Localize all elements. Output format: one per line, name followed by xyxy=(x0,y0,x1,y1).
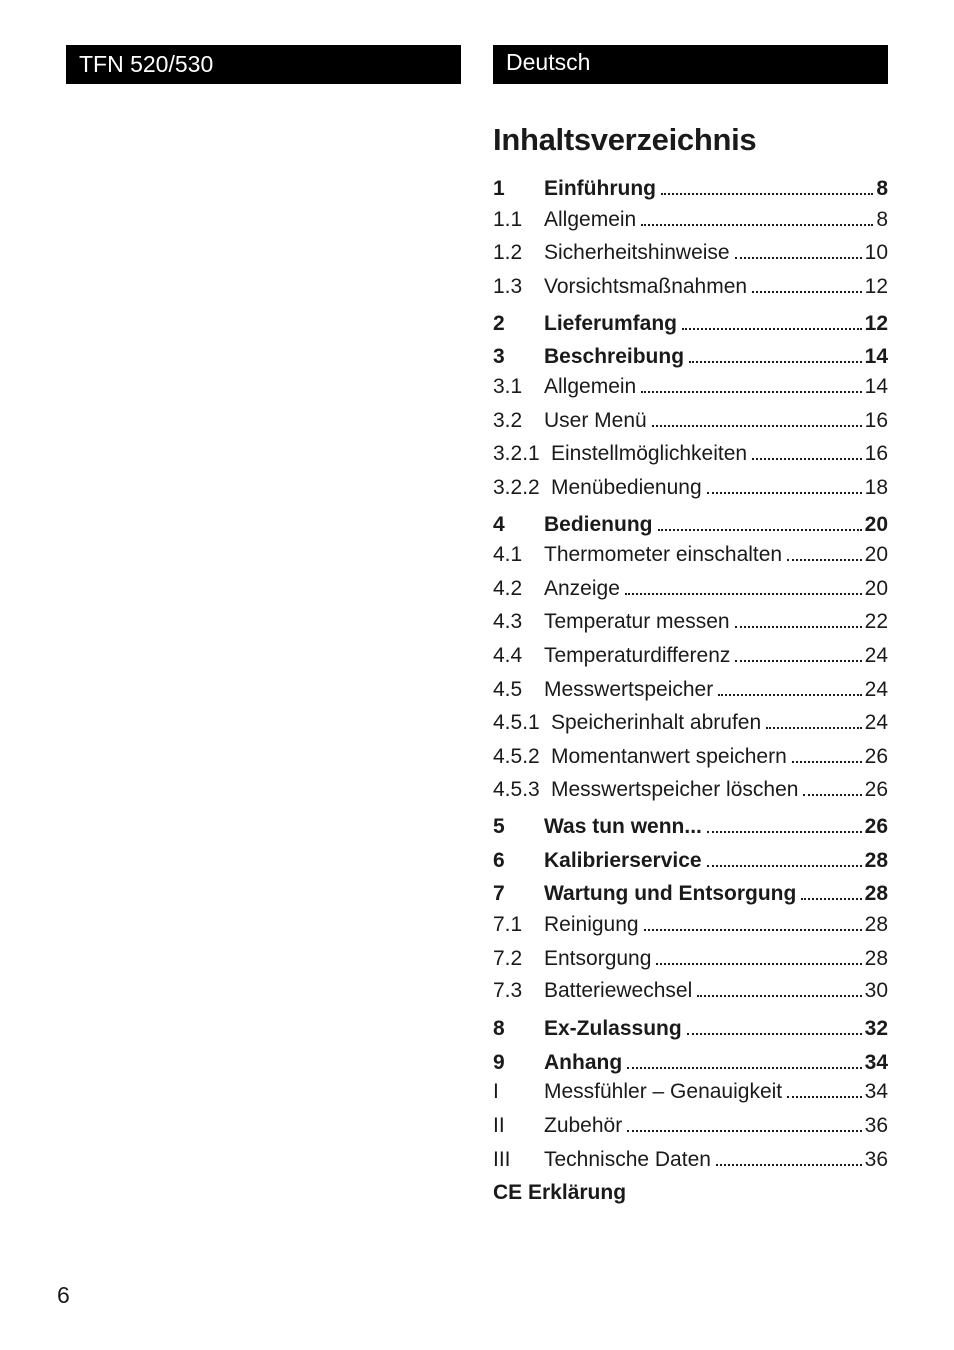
toc-entry-title: Zubehör xyxy=(544,1114,623,1137)
toc-entry-title: User Menü xyxy=(544,409,647,432)
toc-leader-dots xyxy=(687,1033,862,1035)
toc-entry-title: Allgemein xyxy=(544,375,637,398)
toc-leader-dots xyxy=(735,660,861,662)
toc-entry xyxy=(493,510,888,540)
toc-entry-page: 28 xyxy=(864,947,888,970)
toc-entry xyxy=(493,473,888,503)
toc-entry xyxy=(493,540,888,570)
toc-leader-dots xyxy=(644,929,862,931)
toc-entry xyxy=(493,846,888,876)
toc-entry xyxy=(493,439,888,469)
toc-entry-page: 16 xyxy=(864,409,888,432)
toc-entry-number: 7 xyxy=(493,882,505,905)
toc-entry xyxy=(493,272,888,302)
toc-entry xyxy=(493,1014,888,1044)
toc-entry-page: 24 xyxy=(864,711,888,734)
toc-entry-number: 5 xyxy=(493,815,505,838)
toc-entry-title: Bedienung xyxy=(544,513,653,536)
toc-entry-number: 3.2.2 xyxy=(493,476,540,499)
toc-entry xyxy=(493,910,888,940)
toc-entry-title: Thermometer einschalten xyxy=(544,543,783,566)
toc-entry-title: Messfühler – Genauigkeit xyxy=(544,1080,783,1103)
toc-entry-number: 1 xyxy=(493,177,505,200)
toc-leader-dots xyxy=(707,831,862,833)
toc-leader-dots xyxy=(656,963,861,965)
toc-entry-page: 28 xyxy=(864,913,888,936)
toc-leader-dots xyxy=(801,898,861,900)
toc-entry xyxy=(493,205,888,235)
toc-leader-dots xyxy=(735,257,862,259)
toc-entry-title: Batteriewechsel xyxy=(544,979,693,1002)
toc-entry-page: 12 xyxy=(864,275,888,298)
toc-entry-title: Kalibrierservice xyxy=(544,849,702,872)
toc-entry xyxy=(493,1145,888,1175)
toc-entry xyxy=(493,309,888,339)
toc-entry xyxy=(493,812,888,842)
toc-leader-dots xyxy=(752,458,862,460)
toc-entry-page: 10 xyxy=(864,241,888,264)
toc-heading: Inhaltsverzeichnis xyxy=(493,122,757,157)
toc-entry-title: Ex-Zulassung xyxy=(544,1017,682,1040)
toc-entry-title: Vorsichtsmaßnahmen xyxy=(544,275,748,298)
toc-entry-page: 20 xyxy=(864,577,888,600)
toc-entry-page: 12 xyxy=(864,312,888,335)
language-header-bar xyxy=(493,45,888,84)
toc-entry xyxy=(493,1111,888,1141)
toc-entry-page: 34 xyxy=(864,1051,888,1074)
toc-entry-title: Reinigung xyxy=(544,913,639,936)
toc-entry-page: 14 xyxy=(864,345,888,368)
toc-entry-page: 22 xyxy=(864,610,888,633)
toc-entry-number: 4.5.1 xyxy=(493,711,540,734)
toc-entry-number: 4.5.2 xyxy=(493,745,540,768)
toc-leader-dots xyxy=(641,224,873,226)
toc-leader-dots xyxy=(707,492,862,494)
toc-entry-page: 18 xyxy=(864,476,888,499)
toc-entry xyxy=(493,1048,888,1078)
toc-entry-page: 36 xyxy=(864,1114,888,1137)
toc-leader-dots xyxy=(752,291,862,293)
toc-entry-title: Was tun wenn... xyxy=(544,815,702,838)
toc-entry-title: Messwertspeicher xyxy=(544,678,714,701)
toc-leader-dots xyxy=(792,761,862,763)
toc-entry-number: 4 xyxy=(493,513,505,536)
toc-entry-number: 4.2 xyxy=(493,577,523,600)
toc-entry-number: 3 xyxy=(493,345,505,368)
toc-entry-page: 20 xyxy=(864,513,888,536)
toc-leader-dots xyxy=(787,559,862,561)
toc-leader-dots xyxy=(652,425,862,427)
toc-entry-number: 1.1 xyxy=(493,208,523,231)
toc-leader-dots xyxy=(625,593,862,595)
toc-entry-number: 4.5 xyxy=(493,678,523,701)
toc-entry-title: Wartung und Entsorgung xyxy=(544,882,797,905)
toc-leader-dots xyxy=(707,865,862,867)
toc-entry xyxy=(493,675,888,705)
toc-entry-number: 1.2 xyxy=(493,241,523,264)
toc-entry-number: 7.1 xyxy=(493,913,523,936)
toc-entry-title: Allgemein xyxy=(544,208,637,231)
toc-entry xyxy=(493,406,888,436)
toc-entry-title: Anhang xyxy=(544,1051,623,1074)
toc-entry-number: 4.1 xyxy=(493,543,523,566)
toc-entry-title: Beschreibung xyxy=(544,345,685,368)
toc-entry xyxy=(493,238,888,268)
toc-entry-number: 3.2 xyxy=(493,409,523,432)
toc-leader-dots xyxy=(627,1067,861,1069)
toc-entry-title: Temperaturdifferenz xyxy=(544,644,731,667)
toc-entry-number: 4.5.3 xyxy=(493,778,540,801)
toc-leader-dots xyxy=(735,626,862,628)
toc-entry-title: Technische Daten xyxy=(544,1148,711,1171)
toc-entry-number: 3.1 xyxy=(493,375,523,398)
toc-entry-title: Menübedienung xyxy=(551,476,702,499)
toc-entry-title: Entsorgung xyxy=(544,947,652,970)
toc-entry-page: 8 xyxy=(876,208,888,231)
toc-entry-page: 28 xyxy=(864,882,888,905)
toc-entry xyxy=(493,174,888,204)
toc-entry-number: 7.2 xyxy=(493,947,523,970)
toc-entry-page: 26 xyxy=(864,778,888,801)
toc-entry-title: Einführung xyxy=(544,177,656,200)
toc-entry xyxy=(493,708,888,738)
toc-entry-number: III xyxy=(493,1148,511,1171)
toc-entry-page: 34 xyxy=(864,1080,888,1103)
toc-entry-number: 8 xyxy=(493,1017,505,1040)
toc-leader-dots xyxy=(658,529,862,531)
toc-leader-dots xyxy=(689,361,862,363)
toc-entry-title: Momentanwert speichern xyxy=(551,745,787,768)
toc-leader-dots xyxy=(766,727,861,729)
toc-leader-dots xyxy=(787,1096,862,1098)
toc-entry-title: Messwertspeicher löschen xyxy=(551,778,799,801)
toc-leader-dots xyxy=(803,794,861,796)
toc-entry-page: 36 xyxy=(864,1148,888,1171)
toc-leader-dots xyxy=(661,193,873,195)
toc-entry xyxy=(493,742,888,772)
toc-entry xyxy=(493,372,888,402)
toc-entry-number: I xyxy=(493,1080,499,1103)
toc-entry-page: 24 xyxy=(864,678,888,701)
toc-entry xyxy=(493,607,888,637)
toc-entry-page: 14 xyxy=(864,375,888,398)
toc-entry-number: 1.3 xyxy=(493,275,523,298)
toc-entry-page: 16 xyxy=(864,442,888,465)
toc-entry-title: Lieferumfang xyxy=(544,312,678,335)
model-header-bar xyxy=(66,45,461,84)
toc-entry-number: 4.3 xyxy=(493,610,523,633)
toc-entry-page: 28 xyxy=(864,849,888,872)
toc-ce-declaration: CE Erklärung xyxy=(493,1181,627,1204)
toc-entry-number: 7.3 xyxy=(493,979,523,1002)
toc-entry-number: 6 xyxy=(493,849,505,872)
toc-entry-page: 26 xyxy=(864,745,888,768)
toc-entry-title: Speicherinhalt abrufen xyxy=(551,711,762,734)
toc-leader-dots xyxy=(682,328,862,330)
toc-entry-title: Temperatur messen xyxy=(544,610,730,633)
toc-entry-title: Einstellmöglichkeiten xyxy=(551,442,748,465)
toc-entry-title: Anzeige xyxy=(544,577,620,600)
toc-entry xyxy=(493,641,888,671)
model-label: TFN 520/530 xyxy=(79,51,214,77)
toc-entry-number: 2 xyxy=(493,312,505,335)
toc-entry-number: 3.2.1 xyxy=(493,442,540,465)
page-number: 6 xyxy=(57,1282,70,1308)
toc-leader-dots xyxy=(716,1164,862,1166)
toc-entry-number: II xyxy=(493,1114,505,1137)
toc-entry xyxy=(493,775,888,805)
toc-entry-page: 8 xyxy=(876,177,888,200)
toc-entry-page: 26 xyxy=(864,815,888,838)
toc-entry-page: 20 xyxy=(864,543,888,566)
toc-leader-dots xyxy=(641,391,861,393)
toc-entry xyxy=(493,1077,888,1107)
toc-entry xyxy=(493,944,888,974)
toc-entry-number: 9 xyxy=(493,1051,505,1074)
toc-entry xyxy=(493,342,888,372)
toc-entry xyxy=(493,574,888,604)
toc-entry-page: 32 xyxy=(864,1017,888,1040)
toc-entry xyxy=(493,976,888,1006)
toc-leader-dots xyxy=(718,694,861,696)
toc-leader-dots xyxy=(697,995,861,997)
toc-entry-number: 4.4 xyxy=(493,644,523,667)
toc-entry-page: 30 xyxy=(864,979,888,1002)
toc-leader-dots xyxy=(627,1130,861,1132)
toc-entry-title: Sicherheitshinweise xyxy=(544,241,730,264)
language-label: Deutsch xyxy=(506,49,591,75)
toc-entry xyxy=(493,879,888,909)
toc-entry-page: 24 xyxy=(864,644,888,667)
